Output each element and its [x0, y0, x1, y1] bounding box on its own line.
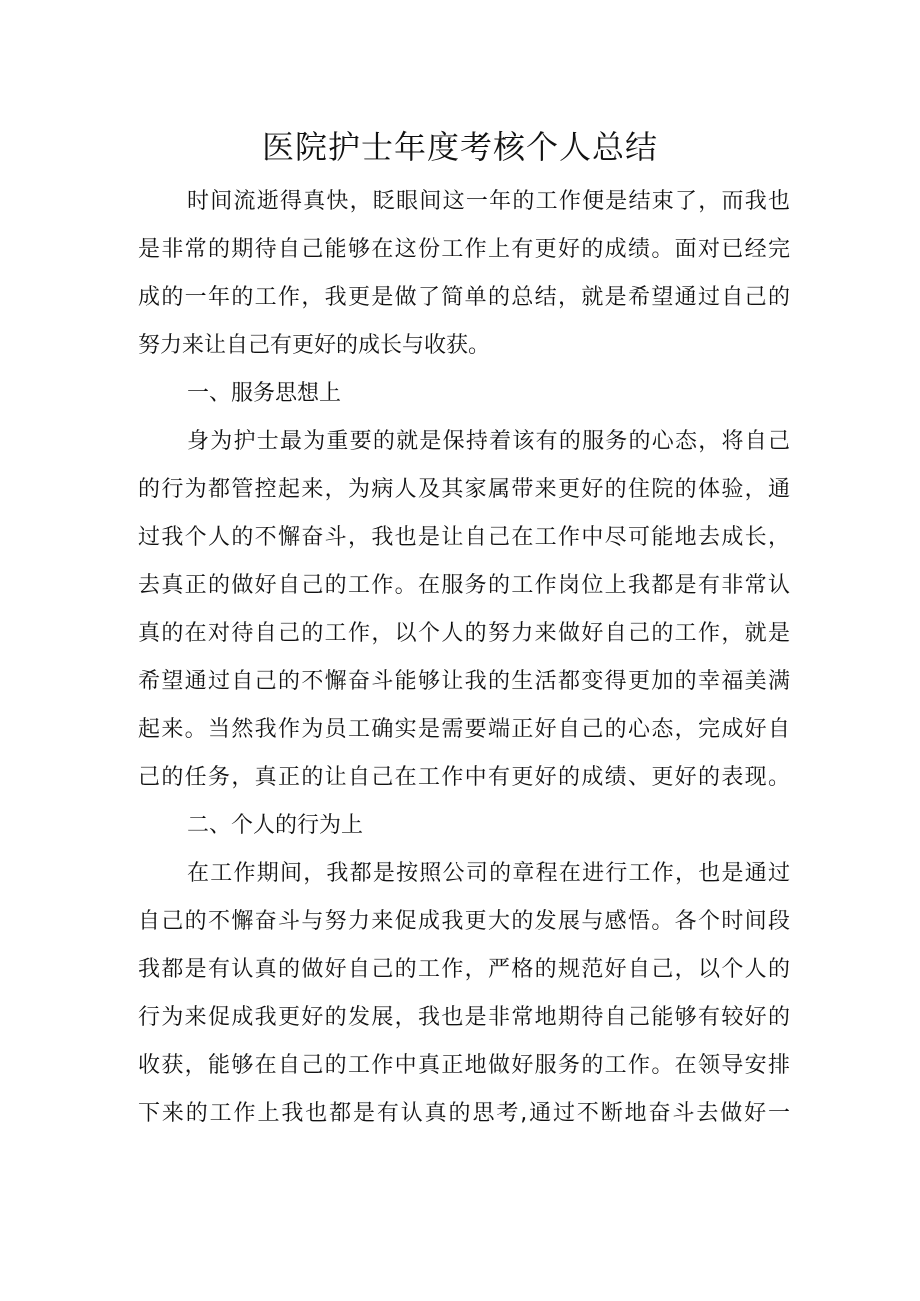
paragraph-line: 的行为都管控起来，为病人及其家属带来更好的住院的体验，通 [138, 477, 790, 502]
section-heading: 一、服务思想上 [187, 381, 342, 406]
paragraph-line: 身为护士最为重要的就是保持着该有的服务的心态，将自己 [187, 429, 790, 454]
paragraph-line: 过我个人的不懈奋斗，我也是让自己在工作中尽可能地去成长， [138, 525, 790, 550]
paragraph-line: 起来。当然我作为员工确实是需要端正好自己的心态，完成好自 [138, 717, 790, 742]
paragraph-line: 自己的不懈奋斗与努力来促成我更大的发展与感悟。各个时间段 [138, 909, 790, 934]
paragraph-line: 去真正的做好自己的工作。在服务的工作岗位上我都是有非常认 [138, 573, 790, 598]
document-title: 医院护士年度考核个人总结 [261, 128, 658, 166]
paragraph-line: 我都是有认真的做好自己的工作，严格的规范好自己，以个人的 [138, 957, 790, 982]
paragraph-line: 成的一年的工作，我更是做了简单的总结，就是希望通过自己的 [138, 285, 790, 310]
paragraph-line: 时间流逝得真快，眨眼间这一年的工作便是结束了，而我也 [187, 189, 790, 214]
paragraph-line: 真的在对待自己的工作，以个人的努力来做好自己的工作，就是 [138, 621, 790, 646]
section-heading: 二、个人的行为上 [187, 813, 364, 838]
paragraph-line: 下来的工作上我也都是有认真的思考,通过不断地奋斗去做好一 [138, 1101, 790, 1126]
paragraph-line: 在工作期间，我都是按照公司的章程在进行工作，也是通过 [187, 861, 790, 886]
paragraph-line: 是非常的期待自己能够在这份工作上有更好的成绩。面对已经完 [138, 237, 790, 262]
paragraph-line: 收获，能够在自己的工作中真正地做好服务的工作。在领导安排 [138, 1053, 790, 1078]
paragraph-line: 希望通过自己的不懈奋斗能够让我的生活都变得更加的幸福美满 [138, 669, 790, 694]
paragraph-line: 努力来让自己有更好的成长与收获。 [138, 333, 491, 358]
paragraph-line: 行为来促成我更好的发展，我也是非常地期待自己能够有较好的 [138, 1005, 790, 1030]
paragraph-line: 己的任务，真正的让自己在工作中有更好的成绩、更好的表现。 [138, 765, 790, 790]
